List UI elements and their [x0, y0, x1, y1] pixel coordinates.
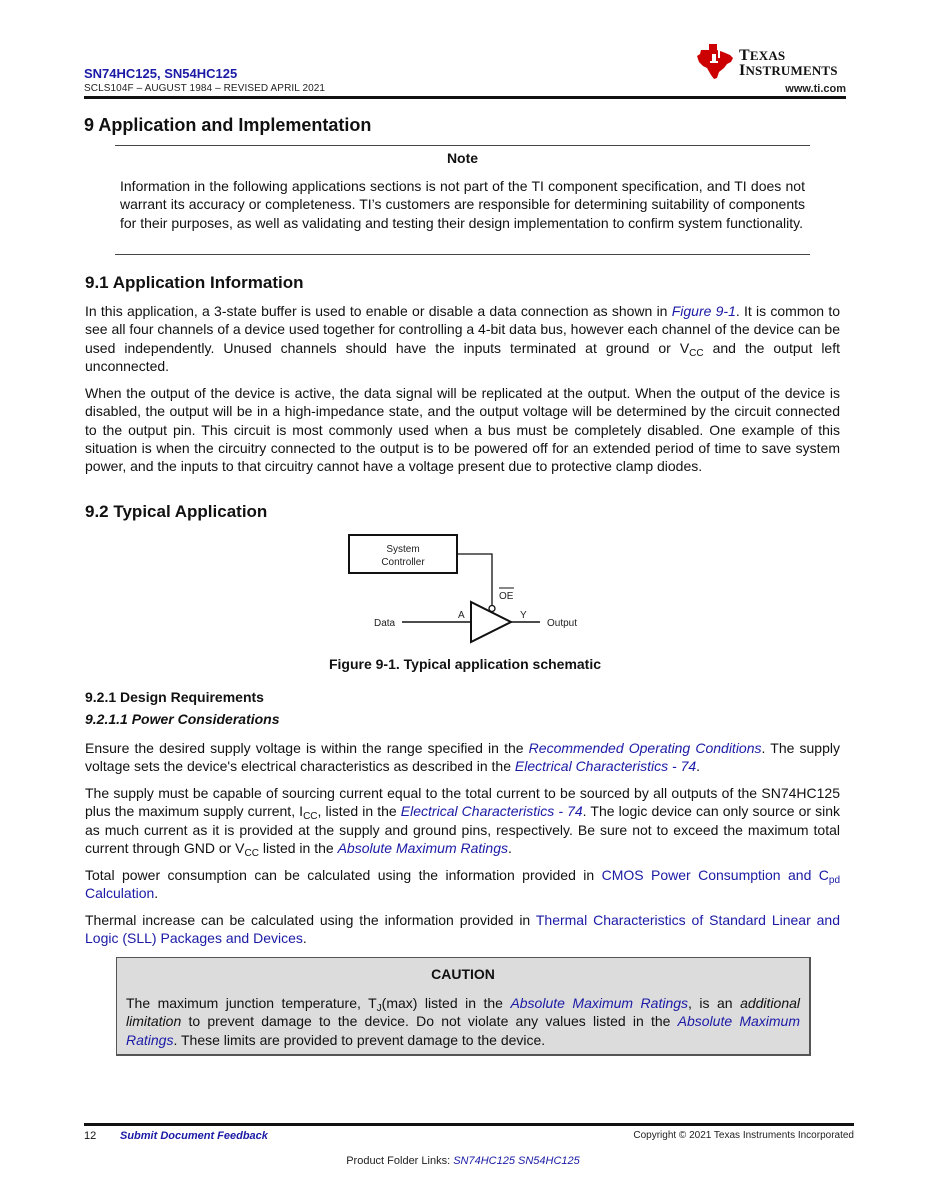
note-bottom-rule [115, 254, 810, 255]
product-links-label: Product Folder Links: [346, 1155, 454, 1167]
absolute-maximum-ratings-link[interactable]: Absolute Maximum Ratings [510, 995, 689, 1011]
emphasis-text: additional limitation [126, 995, 800, 1030]
electrical-characteristics-link[interactable]: Electrical Characteristics - 74 [400, 803, 583, 820]
app-info-paragraph-2: When the output of the device is active, the data signal will be replicated at the output. When the output of the device is disabled, the output will be in a high-impedance state, and the output voltage will be determined by the circuit connected to the output pin. This circuit is most commonly used when a bus must be completely disabled. One example of this situation is when the circuitry connected to the output is to be powered off for an extended period of time to save system power, and the inputs to that circuitry cannot have a voltage present due to protective clamp diodes. [85, 385, 840, 475]
ti-logo-text [739, 48, 838, 78]
controller-label-1: System [386, 544, 420, 555]
note-body: Information in the following applications sections is not part of the TI component specification, and TI does not warrant its accuracy or completeness. TI’s customers are responsible for determining suitability of components for their purposes, as well as validating and testing their design implementation to confirm system functionality. [120, 178, 805, 231]
text: and the output left unconnected. [85, 339, 840, 374]
logo-line-texas: TEXAS [739, 47, 786, 64]
text: In this application, a 3-state buffer is used to enable or disable a data connection as shown in [85, 303, 672, 319]
note-title: Note [446, 150, 479, 166]
power-paragraph-4 [85, 911, 840, 948]
text: The supply must be capable of sourcing current equal to the total current to be sourced by all outputs of the SN74HC125 plus the maximum supply current, I [85, 785, 840, 820]
controller-label-2: Controller [381, 557, 425, 568]
section-9-2-1-1-title: 9.2.1.1 Power Considerations [85, 711, 280, 727]
text: . [302, 930, 307, 947]
text: . [507, 839, 512, 856]
subscript: CC [244, 847, 259, 859]
header-divider [84, 96, 846, 99]
power-paragraph-2 [85, 784, 840, 857]
logo-texas-rest: EXAS [749, 48, 786, 63]
section-9-2-title: 9.2 Typical Application [85, 502, 268, 521]
product-folder-links [0, 1155, 926, 1167]
submit-feedback-link[interactable]: Submit Document Feedback [120, 1130, 268, 1142]
subscript: CC [303, 811, 318, 823]
absolute-maximum-ratings-link[interactable]: Absolute Maximum Ratings [126, 1013, 800, 1048]
power-paragraph-3 [85, 866, 840, 903]
data-input-label: Data [374, 618, 396, 629]
page-number: 12 [84, 1130, 97, 1142]
text: . These limits are provided to prevent damage to the device. [173, 1031, 546, 1048]
text: . [154, 885, 159, 902]
logo-line-instruments: INSTRUMENTS [739, 62, 838, 79]
text: to prevent damage to the device. Do not violate any values listed in the [181, 1013, 678, 1030]
text: . The supply voltage sets the device's electrical characteristics as described in the [85, 740, 840, 775]
text: . It is common to see all four channels of a device used together for controlling a 4-bit data bus, however each channel of the device can be used independently. Unused channels should have the inputs terminated at ground or V [85, 303, 841, 356]
text: (max) listed in the [381, 995, 511, 1011]
text: , is an [688, 995, 741, 1011]
recommended-operating-conditions-link[interactable]: Recommended Operating Conditions [528, 740, 762, 756]
text: Calculation [85, 885, 155, 902]
sn74hc125-link[interactable]: SN74HC125 [453, 1155, 515, 1167]
sn54hc125-link[interactable]: SN54HC125 [518, 1155, 580, 1167]
note-top-rule [115, 145, 810, 146]
footer-divider [84, 1123, 854, 1126]
app-info-paragraph-1 [85, 302, 840, 375]
figure-9-1-link[interactable]: Figure 9-1 [671, 303, 736, 319]
output-label: Output [547, 618, 578, 629]
electrical-characteristics-link[interactable]: Electrical Characteristics - 74 [514, 758, 697, 775]
pin-y-label: Y [520, 610, 527, 621]
header-literature-number: SCLS104F – AUGUST 1984 – REVISED APRIL 2021 [84, 83, 326, 94]
header-url-link[interactable]: www.ti.com [785, 83, 846, 95]
caution-title: CAUTION [431, 966, 495, 982]
text: listed in the [258, 839, 338, 856]
text: Total power consumption can be calculated using the information provided in [85, 867, 602, 883]
oe-label: OE [499, 591, 514, 602]
text: . The logic device can only source or sink as much current as it is provided at the supply and ground pins, respectively. Be sure not to exceed the maximum total current through GND or V [85, 803, 840, 856]
power-paragraph-1 [85, 739, 840, 776]
subscript: pd [828, 875, 841, 886]
thermal-characteristics-link[interactable]: Thermal Characteristics of Standard Linear and Logic (SLL) Packages and Devices [85, 912, 840, 947]
text: , listed in the [317, 803, 401, 820]
text: CMOS Power Consumption and C [601, 867, 829, 883]
subscript: CC [689, 347, 704, 359]
schematic-diagram [340, 530, 600, 650]
text: . [696, 758, 701, 775]
absolute-maximum-ratings-link[interactable]: Absolute Maximum Ratings [337, 839, 508, 856]
figure-caption: Figure 9-1. Typical application schematic [328, 656, 602, 672]
header-part-numbers: SN74HC125, SN54HC125 [84, 66, 238, 81]
typical-application-schematic [340, 530, 600, 650]
text: Ensure the desired supply voltage is within the range specified in the [85, 740, 529, 756]
section-9-2-1-title: 9.2.1 Design Requirements [85, 689, 264, 705]
section-9-1-title: 9.1 Application Information [85, 273, 304, 292]
subscript: J [376, 1003, 382, 1014]
text: Thermal increase can be calculated using the information provided in [85, 912, 536, 928]
text: The maximum junction temperature, T [126, 995, 377, 1011]
section-9-title: 9 Application and Implementation [84, 115, 372, 135]
logo-instruments-rest: NSTRUMENTS [745, 63, 838, 78]
caution-body [126, 994, 800, 1049]
copyright: Copyright © 2021 Texas Instruments Incorporated [633, 1130, 854, 1141]
pin-a-label: A [458, 610, 465, 621]
